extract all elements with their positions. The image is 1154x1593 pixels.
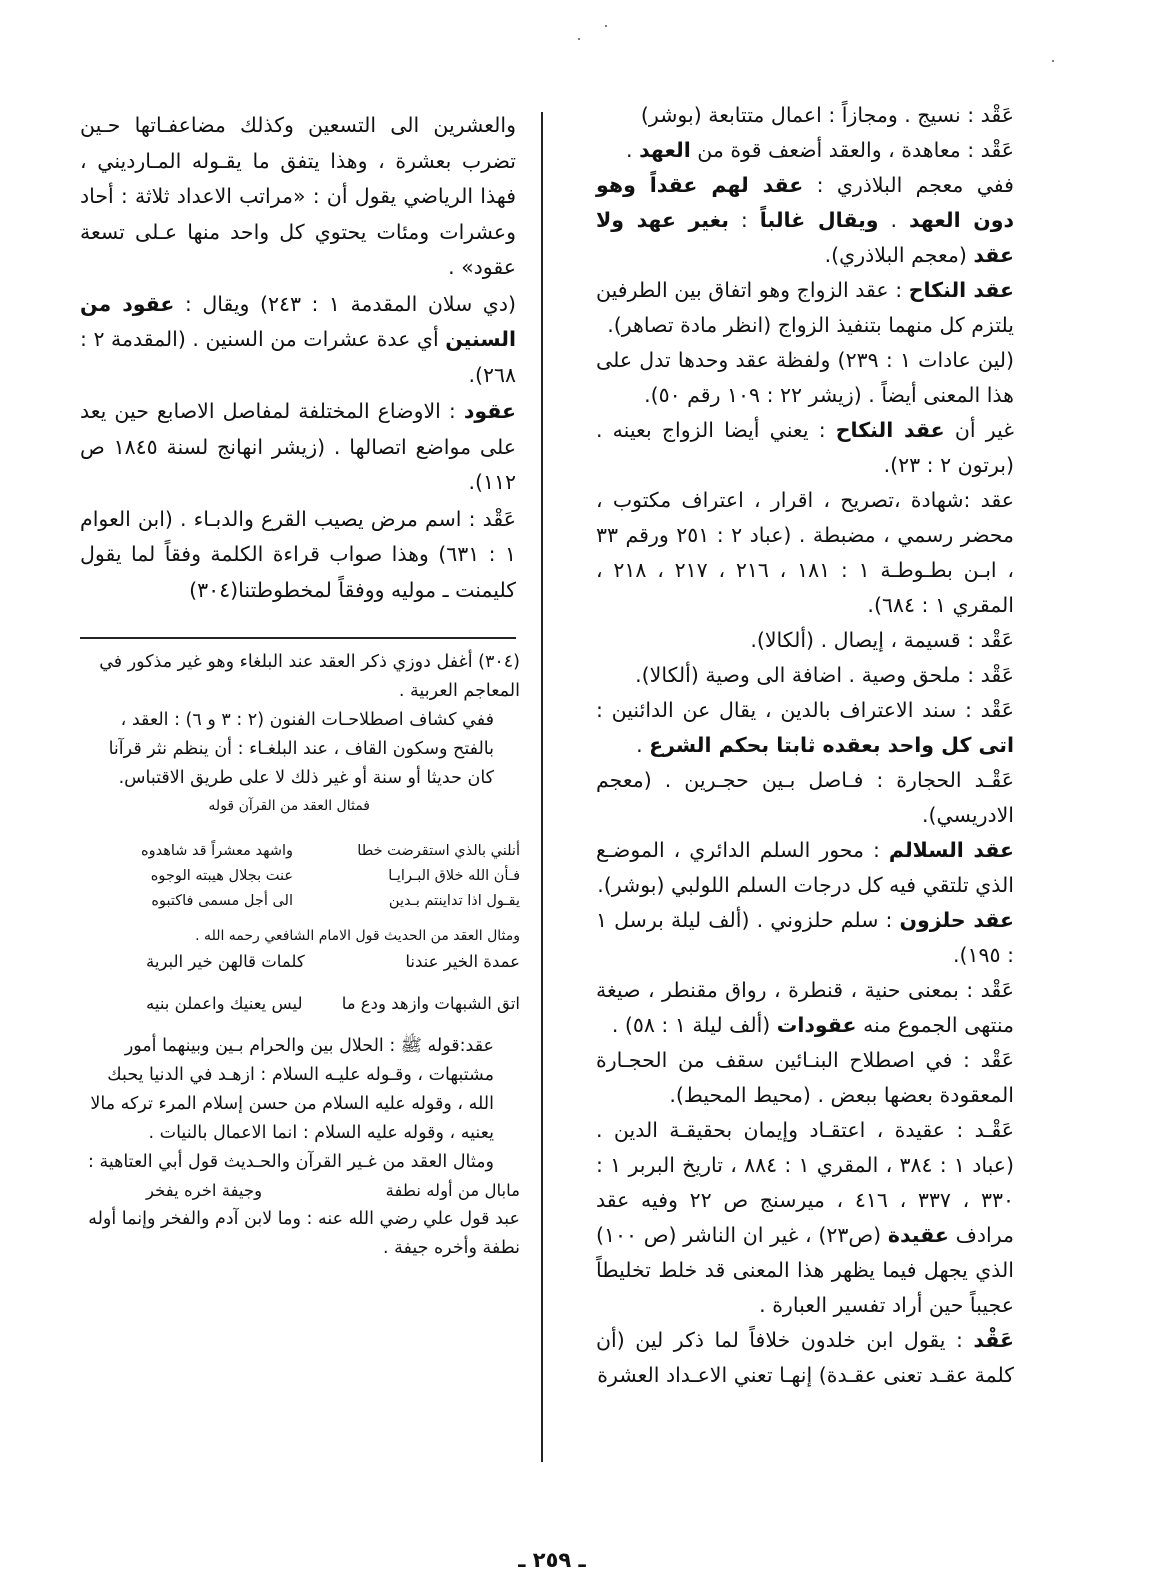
text-run: عَقْد : ملحق وصية . اضافة الى وصية (ألكالا). — [635, 663, 1014, 687]
right-column-paragraph — [596, 1113, 1014, 1323]
right-column-paragraph — [596, 973, 1014, 1043]
text-run: . — [636, 733, 650, 757]
hadith-example-label: ومثال العقد من الحديث قول الامام الشافعي رحمه الله . — [195, 928, 520, 944]
text-run: . — [878, 208, 909, 232]
right-column — [596, 98, 1014, 1393]
bold-term: اتى كل واحد بعقده ثابتا بحكم الشرع — [649, 733, 1014, 757]
text-run: عَقْد : بمعنى حنية ، قنطرة ، رواق مقنطر ، صيغة منتهى الجموع منه — [596, 978, 1014, 1037]
text-run: عَقْـد الحجارة : فـاصل بـين حجـرين . (معجم الادريسي). — [596, 768, 1014, 827]
bold-term: عقود — [463, 399, 516, 423]
right-column-paragraph — [596, 1043, 1014, 1113]
text-run: (دي سلان المقدمة ١ : ٢٤٣) ويقال : — [174, 291, 516, 316]
left-column-paragraph — [80, 287, 516, 394]
bold-term: ويقال غالباً — [759, 208, 879, 232]
right-column-paragraph — [596, 693, 1014, 763]
right-column-paragraph — [596, 658, 1014, 693]
verse-pair — [86, 990, 520, 1018]
text-run: عَقْد : قسيمة ، إيصال . (ألكالا). — [750, 628, 1014, 652]
bold-term: العهد — [639, 138, 691, 162]
right-column-paragraph — [596, 623, 1014, 658]
text-run: : محور السلم الدائري ، الموضـع الذي تلتقي فيه كل درجات السلم اللولبي (بوشر). — [596, 838, 1014, 897]
text-run: أي عدة عشرات من السنين . (المقدمة ٢ : ٢٦٨). — [80, 327, 516, 387]
text-run: (ألف ليلة ١ : ٥٨) . — [611, 1013, 777, 1037]
text-run: . — [626, 138, 640, 162]
footnote-intro: (٣٠٤) أغفل دوزي ذكر العقد عند البلغاء وهو غير مذكور في المعاجم العربية . — [99, 652, 520, 701]
bold-term: عقد حلزون — [899, 908, 1015, 932]
bold-term: عقد لهم عقداً وهو دون العهد — [596, 173, 1014, 232]
closing-quote: عبد قول علي رضي الله عنه : وما لابن آدم والفخر وإنما أوله نطفة وأخره جيفة . — [88, 1209, 520, 1258]
text-run: عقد :شهادة ،تصريح ، اقرار ، اعتراف مكتوب ، محضر رسمي ، مضبطة . (عباد ٢ : ٢٥١ ورقم ٣٣ ، ابـن بطـوطـة ١ : ١٨١ ، ٢١٦ ، ٢١٧ ، ٢١٨ ، المقري ١ : ٦٨٤). — [596, 488, 1014, 617]
text-run: والعشرين الى التسعين وكذلك مضاعفـاتها حـين تضرب بعشرة ، وهذا يتفق ما يقـوله المـارديني ، فهذا الرياضي يقول أن : «مراتب الاعداد ثلاثة : أحاد وعشرات ومئات يحتوي كل واحد منها عـلى تسعة عقود» . — [80, 113, 516, 279]
right-column-paragraph — [596, 98, 1014, 133]
scan-speck — [605, 25, 607, 27]
right-column-paragraph — [596, 833, 1014, 903]
text-run: ففي معجم البلاذري : — [803, 173, 1014, 197]
bold-term: عقد النكاح — [835, 418, 945, 442]
text-run: (معجم البلاذري). — [824, 243, 974, 267]
verse-half: وجيفة اخره يفخر — [146, 1181, 263, 1200]
text-run: (لين عادات ١ : ٢٣٩) ولفظة عقد وحدها تدل على هذا المعنى أيضاً . (زيشر ٢٢ : ١٠٩ رقم ٥٠). — [596, 348, 1014, 407]
right-column-paragraph — [596, 168, 1014, 273]
text-run: عَقْد : سند الاعتراف بالدين ، يقال عن الدائنين : — [596, 698, 1014, 722]
text-run: عَقْد : نسيج . ومجازاً : اعمال متتابعة (بوشر) — [640, 103, 1014, 127]
quran-example-label: فمثال العقد من القرآن قوله — [208, 798, 370, 814]
verse-half: كلمات قالهن خير البرية — [146, 952, 305, 971]
bold-term: عقودات — [776, 1013, 857, 1037]
verse-line: عنت بجلال هيبته الوجوه — [150, 868, 293, 884]
verse-half: عمدة الخير عندنا — [405, 952, 520, 971]
footnote-text: ففي كشاف اصطلاحـات الفنون (٢ : ٣ و ٦) : العقد ، بالفتح وسكون القاف ، عند البلغـاء : أن ينظم نثر قرآنا كان حديثا أو سنة أو غير ذلك لا على طريق الاقتباس. — [108, 710, 494, 788]
other-example-label: ومثال العقد من غـير القرآن والحـديث قول أبي العتاهية : — [87, 1152, 494, 1172]
page-number: ـ ٢٥٩ ـ — [518, 1548, 586, 1572]
text-run: عَقْـد : عقيدة ، اعتقـاد وإيمان بحقيقـة الدين . (عباد ١ : ٣٨٤ ، المقري ١ : ٨٨٤ ، تاريخ البربر ١ : ٣٣٠ ، ٣٣٧ ، ٤١٦ ، ميرسنج ص ٢٢ وفيه عقد مرادف — [596, 1118, 1014, 1247]
right-column-paragraph — [596, 273, 1014, 343]
text-run: : عقد الزواج وهو اتفاق بين الطرفين يلتزم كل منهما بتنفيذ الزواج (انظر مادة تصاهر). — [596, 278, 1014, 337]
right-column-paragraph — [596, 133, 1014, 168]
text-run: عَقْد : اسم مرض يصيب القرع والدبـاء . (ابن العوام ١ : ٦٣١) وهذا صواب قراءة الكلمة وفقاً لما يقول كليمنت ـ موليه ووفقاً لمخطوطتنا(٣٠٤) — [80, 506, 516, 602]
verse-grid — [86, 839, 520, 914]
bold-term: عقيدة — [887, 1223, 949, 1247]
bold-term: عقود من السنين — [80, 291, 516, 351]
verse-half: مابال من أوله نطفة — [385, 1181, 520, 1200]
right-column-paragraph — [596, 763, 1014, 833]
text-run: عَقْد : في اصطلاح البنـائين سقف من الحجـارة المعقودة بعضها ببعض . (محيط المحيط). — [596, 1048, 1014, 1107]
bold-term: عَقْد — [973, 1328, 1014, 1352]
text-run: : يقول ابن خلدون خلافاً لما ذكر لين (أن كلمة عقـد تعنى عقـدة) إنهـا تعني الاعـداد العشرة — [596, 1328, 1014, 1387]
scan-speck — [1052, 60, 1054, 62]
footnote — [86, 648, 520, 1263]
text-run: : الاوضاع المختلفة لمفاصل الاصابع حين يعد على مواضع اتصالها . (زيشر انهانج لسنة ١٨٤٥ ص ١١٢). — [80, 399, 516, 494]
bold-term: عقد السلالم — [888, 838, 1014, 862]
left-column — [80, 108, 516, 609]
text-run: عَقْد : معاهدة ، والعقد أضعف قوة من — [690, 138, 1014, 162]
verse-line: فـأن الله خلاق البـرايـا — [388, 868, 520, 884]
left-column-paragraph — [80, 394, 516, 501]
scan-speck — [578, 38, 580, 40]
verse-half: ليس يعنيك واعملن بنيه — [146, 994, 303, 1013]
left-column-paragraph — [80, 502, 516, 609]
left-column-paragraph — [80, 108, 516, 286]
right-column-paragraph — [596, 343, 1014, 413]
text-run: : يعني أيضا الزواج بعينه . (برتون ٢ : ٢٣). — [596, 418, 1014, 477]
column-divider — [541, 112, 543, 1462]
verse-line: واشهد معشراً قد شاهدوه — [141, 843, 293, 859]
right-column-paragraph — [596, 483, 1014, 623]
verse-pair — [86, 948, 520, 976]
bold-term: بغير عهد ولا عقد — [596, 208, 1014, 267]
verse-line: يقـول اذا تداينتم بـدين — [388, 893, 520, 909]
bold-term: عقد النكاح — [908, 278, 1014, 302]
text-run: (ص٢٣) ، غير ان الناشر (ص ١٠٠) الذي يجهل فيما يظهر هذا المعنى قد خلط تخليطاً عجيباً حين أراد تفسير العبارة . — [596, 1223, 1014, 1317]
footnote-separator — [80, 637, 516, 639]
text-run: : — [728, 208, 760, 232]
text-run: : سلم حلزوني . (ألف ليلة برسل ١ : ١٩٥). — [596, 908, 1014, 967]
verse-line: أنلني بالذي استقرضت خطا — [357, 843, 520, 859]
verse-half: اتق الشبهات وازهد ودع ما — [341, 994, 520, 1013]
right-column-paragraph — [596, 413, 1014, 483]
hadith-explanation: عقد:قوله ﷺ : الحلال بين والحرام بـين وبينهما أمور مشتبهات ، وقـوله عليـه السلام : ازهـد في الدنيا يحبك الله ، وقوله عليه السلام من حسن إسلام المرء تركه مالا يعنيه ، وقوله عليه السلام : انما الاعمال بالنيات . — [90, 1036, 494, 1143]
verse-pair — [86, 1177, 520, 1205]
right-column-paragraph — [596, 1323, 1014, 1393]
verse-line: الى أجل مسمى فاكتبوه — [151, 893, 293, 909]
text-run: غير أن — [944, 418, 1014, 442]
right-column-paragraph — [596, 903, 1014, 973]
